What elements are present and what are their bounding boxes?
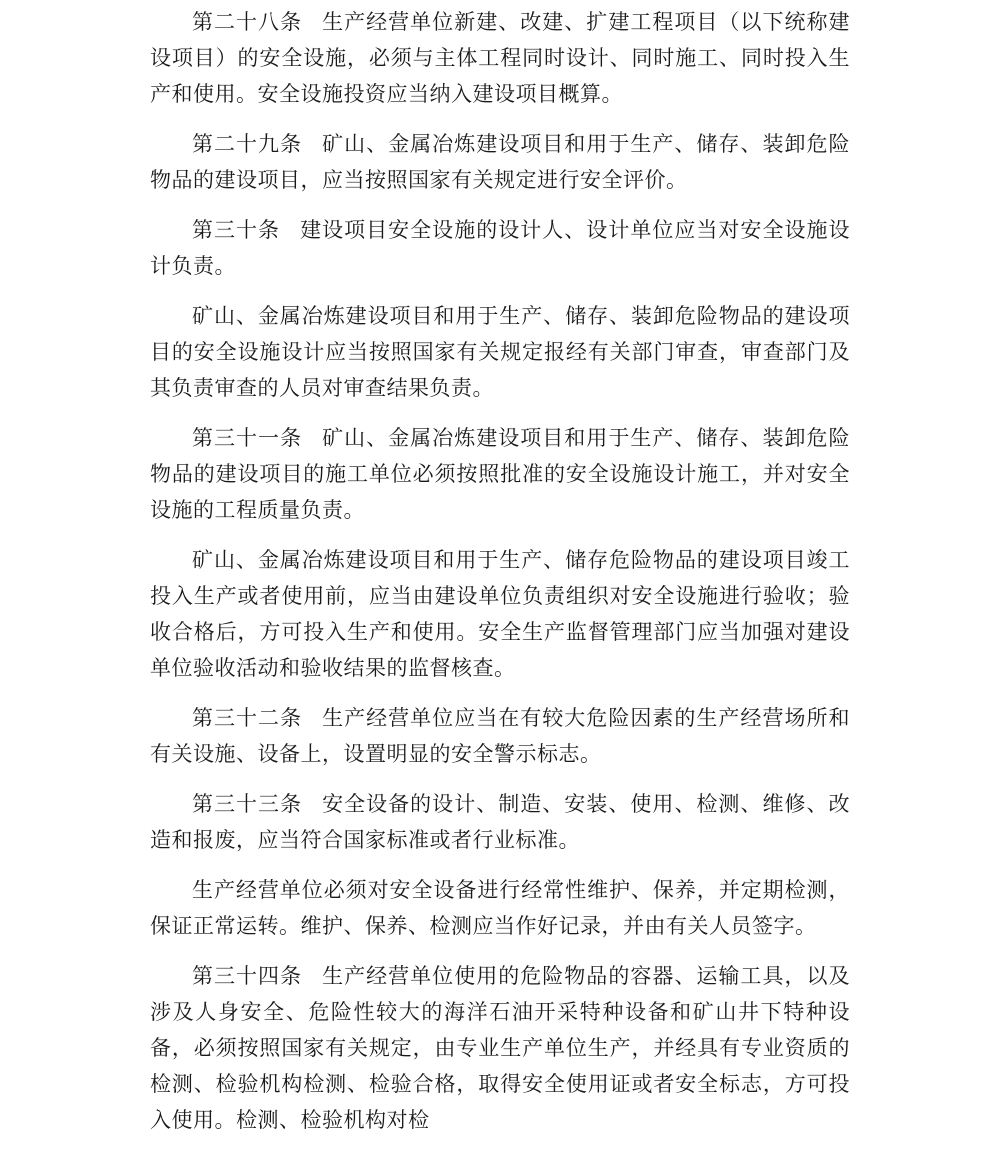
paragraph-text: 生产经营单位新建、改建、扩建工程项目（以下统称建设项目）的安全设施，必须与主体工程同时设计、同时施工、同时投入生产和使用。安全设施投资应当纳入建设项目概算。 <box>150 10 851 106</box>
paragraph-text: 生产经营单位必须对安全设备进行经常性维护、保养，并定期检测，保证正常运转。维护、保养、检测应当作好记录，并由有关人员签字。 <box>150 878 850 938</box>
article-number: 第三十条 <box>192 218 281 242</box>
paragraph-article-29 <box>150 126 850 198</box>
paragraph-article-31 <box>150 420 850 528</box>
paragraph-text: 矿山、金属冶炼建设项目和用于生产、储存危险物品的建设项目竣工投入生产或者使用前，应当由建设单位负责组织对安全设施进行验收；验收合格后，方可投入生产和使用。安全生产监督管理部门应当加强对建设单位验收活动和验收结果的监督核查。 <box>150 548 850 680</box>
paragraph-text: 矿山、金属冶炼建设项目和用于生产、储存、装卸危险物品的建设项目，应当按照国家有关规定进行安全评价。 <box>150 132 851 192</box>
document-body <box>150 4 850 1152</box>
paragraph-article-31-cont <box>150 542 850 686</box>
article-number: 第二十九条 <box>192 132 303 156</box>
paragraph-article-33 <box>150 786 850 858</box>
article-number: 第二十八条 <box>192 10 303 34</box>
paragraph-article-33-cont <box>150 872 850 944</box>
article-number: 第三十三条 <box>192 792 303 816</box>
paragraph-article-34 <box>150 958 850 1138</box>
paragraph-article-30 <box>150 212 850 284</box>
paragraph-article-32 <box>150 700 850 772</box>
paragraph-article-28 <box>150 4 850 112</box>
paragraph-text: 生产经营单位应当在有较大危险因素的生产经营场所和有关设施、设备上，设置明显的安全警示标志。 <box>150 706 851 766</box>
paragraph-text: 矿山、金属冶炼建设项目和用于生产、储存、装卸危险物品的建设项目的安全设施设计应当按照国家有关规定报经有关部门审查，审查部门及其负责审查的人员对审查结果负责。 <box>150 304 850 400</box>
article-number: 第三十四条 <box>192 964 303 988</box>
paragraph-text: 安全设备的设计、制造、安装、使用、检测、维修、改造和报废，应当符合国家标准或者行业标准。 <box>150 792 851 852</box>
paragraph-article-30-cont <box>150 298 850 406</box>
article-number: 第三十一条 <box>192 426 303 450</box>
article-number: 第三十二条 <box>192 706 303 730</box>
paragraph-text: 生产经营单位使用的危险物品的容器、运输工具，以及涉及人身安全、危险性较大的海洋石油开采特种设备和矿山井下特种设备，必须按照国家有关规定，由专业生产单位生产，并经具有专业资质的检测、检验机构检测、检验合格，取得安全使用证或者安全标志，方可投入使用。检测、检验机构对检 <box>150 964 851 1132</box>
paragraph-text: 矿山、金属冶炼建设项目和用于生产、储存、装卸危险物品的建设项目的施工单位必须按照批准的安全设施设计施工，并对安全设施的工程质量负责。 <box>150 426 851 522</box>
paragraph-text: 建设项目安全设施的设计人、设计单位应当对安全设施设计负责。 <box>150 218 851 278</box>
